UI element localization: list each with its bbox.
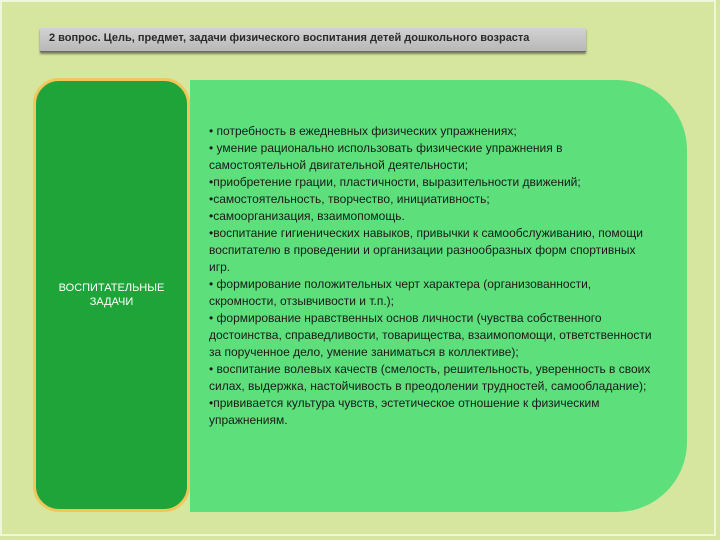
list-item: • потребность в ежедневных физических упражнениях; bbox=[209, 124, 517, 138]
left-panel bbox=[33, 78, 190, 512]
tasks-list bbox=[209, 123, 659, 429]
list-item: • воспитание волевых качеств (смелость, решительность, уверенность в своих силах, выдержка, настойчивость в преодолении трудностей, самообладание); bbox=[209, 362, 651, 393]
list-item: •воспитание гигиенических навыков, привычки к самообслуживанию, помощи воспитателю в проведении и организации разнообразных форм спортивных игр. bbox=[209, 226, 643, 274]
list-item: •прививается культура чувств, эстетическое отношение к физическим упражнениям. bbox=[209, 396, 600, 427]
section-label: ВОСПИТАТЕЛЬНЫЕ ЗАДАЧИ bbox=[58, 282, 165, 308]
list-item: • умение рационально использовать физические упражнения в самостоятельной двигательной деятельности; bbox=[209, 141, 563, 172]
list-item: • формирование положительных черт характера (организованности, скромности, отзывчивости и т.п.); bbox=[209, 277, 592, 308]
title-bar bbox=[40, 28, 586, 52]
list-item: •самостоятельность, творчество, инициативность; bbox=[209, 192, 490, 206]
list-item: •самоорганизация, взаимопомощь. bbox=[209, 209, 405, 223]
content-panel bbox=[190, 80, 687, 512]
slide-title: 2 вопрос. Цель, предмет, задачи физического воспитания детей дошкольного возраста bbox=[49, 32, 530, 44]
list-item: •приобретение грации, пластичности, выразительности движений; bbox=[209, 175, 581, 189]
list-item: • формирование нравственных основ личности (чувства собственного достоинства, справедливости, товарищества, взаимопомощи, ответственности за порученное дело, умение заниматься в коллективе); bbox=[209, 311, 652, 359]
